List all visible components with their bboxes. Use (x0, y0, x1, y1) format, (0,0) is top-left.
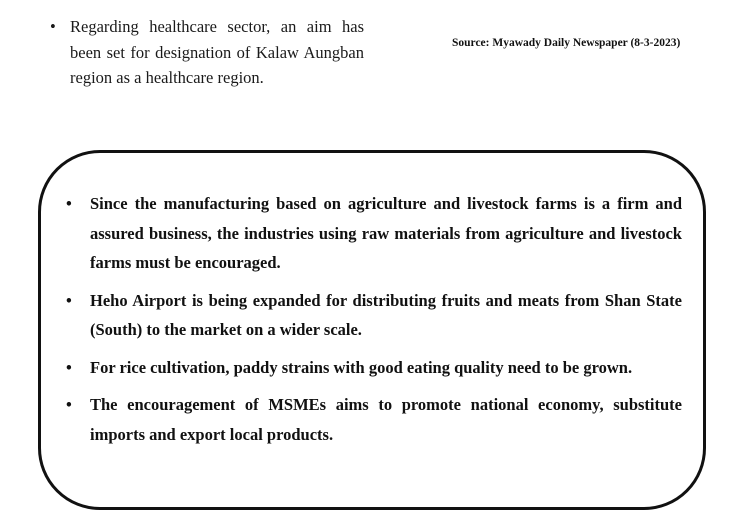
callout-bullet-text: Heho Airport is being expanded for distributing fruits and meats from Shan State (South) to the market on a wider scale. (90, 290, 682, 339)
callout-bullet-item (60, 286, 682, 345)
bullet-icon: • (66, 395, 72, 414)
callout-bullet-text: Since the manufacturing based on agriculture and livestock farms is a firm and assured business, the industries using raw materials from agriculture and livestock farms must be encouraged. (90, 194, 682, 272)
intro-bullet-item (48, 14, 364, 91)
bullet-icon: • (66, 357, 72, 377)
callout-bullet-list (60, 189, 682, 449)
callout-bullet-item (60, 189, 682, 278)
callout-bullet-item (60, 390, 682, 449)
bullet-icon: • (66, 194, 72, 213)
intro-bullet-text: Regarding healthcare sector, an aim has been set for designation of Kalaw Aungban region as a healthcare region. (70, 17, 364, 87)
bullet-icon: • (50, 17, 56, 36)
intro-bullet-list (48, 14, 364, 91)
source-citation: Source: Myawady Daily Newspaper (8-3-2023) (452, 37, 681, 49)
bullet-icon: • (66, 290, 72, 310)
callout-bullet-text: The encouragement of MSMEs aims to promote national economy, substitute imports and export local products. (90, 395, 682, 444)
callout-bullet-text: For rice cultivation, paddy strains with good eating quality need to be grown. (90, 357, 633, 377)
callout-bullet-item (60, 353, 682, 383)
